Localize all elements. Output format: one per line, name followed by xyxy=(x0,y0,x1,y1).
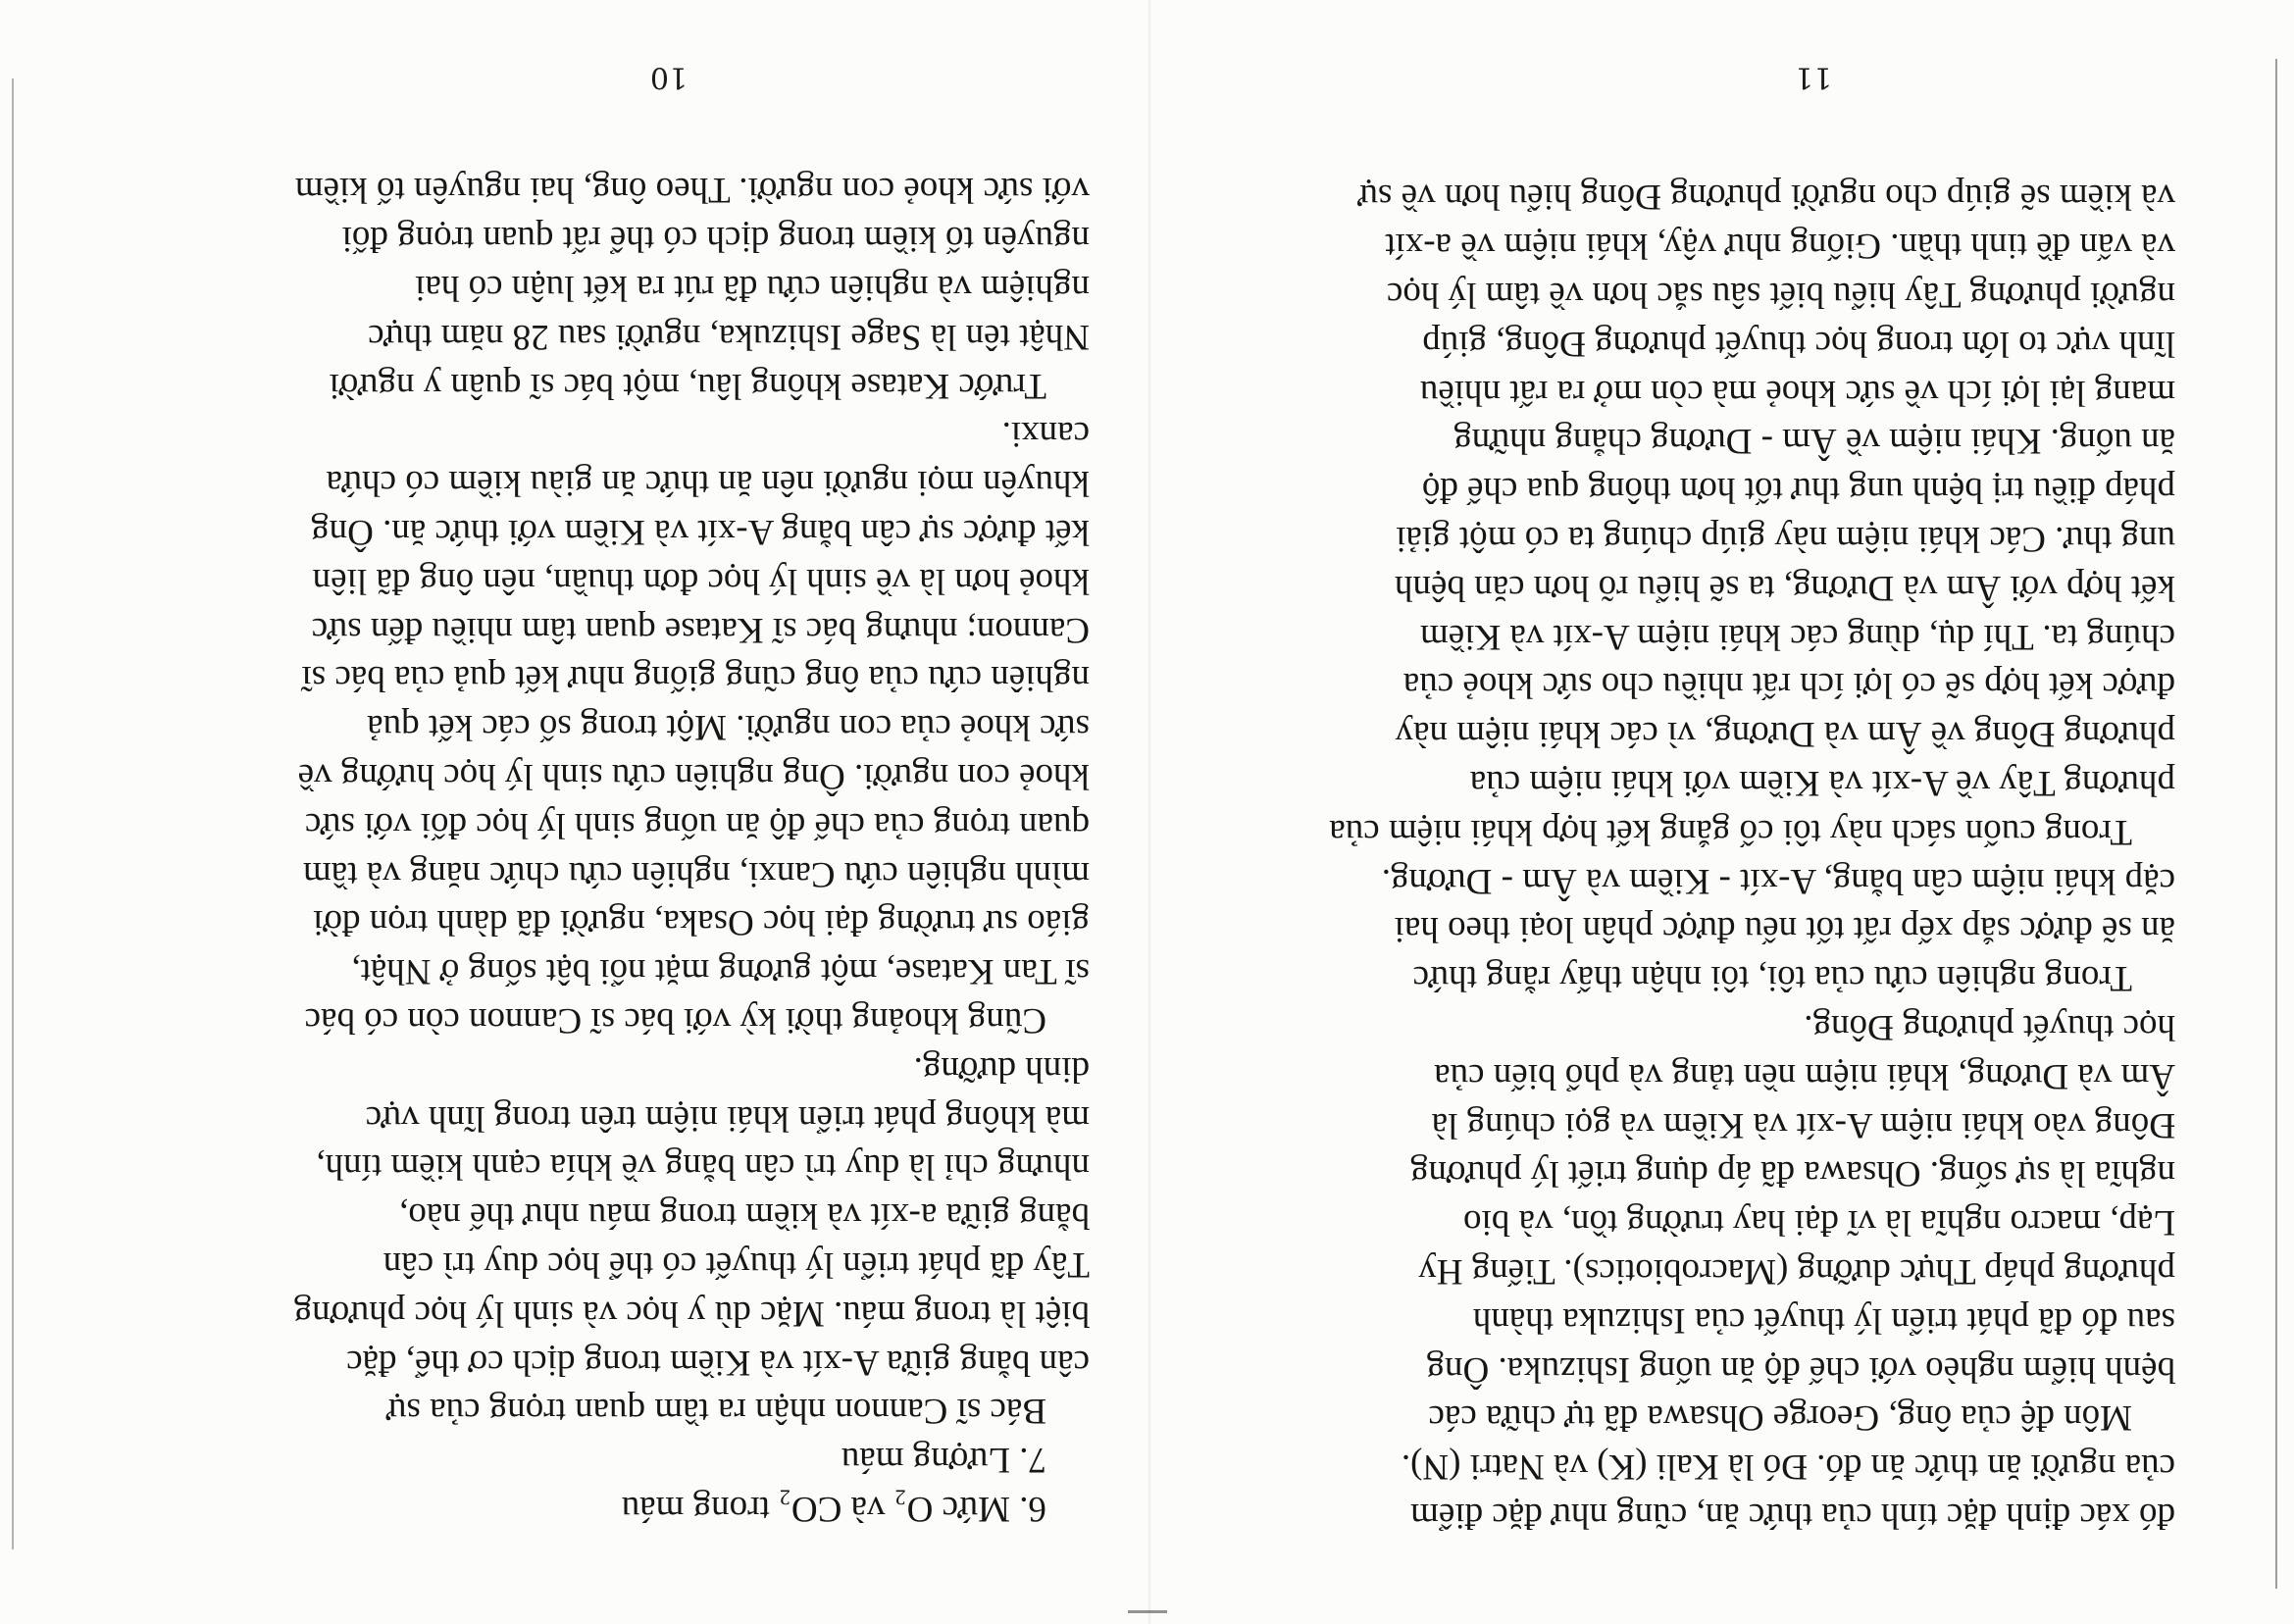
text-line: khoẻ hơn là về sinh lý học đơn thuần, nên ông đã liên xyxy=(312,560,1090,601)
text-line: nghiệm và nghiên cứu đã rút ra kết luận có hai xyxy=(415,268,1090,309)
page-number: 10 xyxy=(649,60,688,94)
text-line: biệt là trong máu. Mặc dù y học và sinh lý học phương xyxy=(293,1293,1090,1334)
text-line: người phương Tây hiểu biết sâu sắc hơn về tâm lý học xyxy=(1386,275,2175,316)
text-line: kết hợp với Âm và Dương, ta sẽ hiểu rõ hơn căn bệnh xyxy=(1394,567,2175,608)
text-line: nhưng chỉ là duy trì cân bằng về khía cạnh kiềm tính, xyxy=(316,1146,1090,1188)
text-line: mà không phát triển khái niệm trên trong lĩnh vực xyxy=(365,1097,1090,1139)
text-line: phương pháp Thực dưỡng (Macrobiotics). Tiếng Hy xyxy=(1418,1251,2175,1293)
text-line: của người ăn thức ăn đó. Đó là Kali (K) và Natri (N). xyxy=(1401,1446,2175,1488)
text-line: được kết hợp sẽ có lợi ích rất nhiều cho sức khoẻ của xyxy=(1402,665,2175,706)
page-left xyxy=(1147,0,2294,1624)
text-line: Môn đệ của ông, George Ohsawa đã tự chữa các xyxy=(1428,1397,2132,1439)
text-line: phương Tây về A-xít và Kiềm với khái niệm của xyxy=(1469,763,2175,804)
text-line: Bác sĩ Cannon nhận ra tầm quan trọng của sự xyxy=(386,1391,1046,1432)
page-right-text xyxy=(199,166,1090,1533)
text-line: ăn uống. Khái niệm về Âm - Dương chẳng những xyxy=(1453,421,2175,462)
text-line: Trước Katase không lâu, một bác sĩ quân y người xyxy=(329,365,1046,406)
text-line: quan trọng của chế độ ăn uống sinh lý học đối với sức xyxy=(304,804,1090,845)
text-line: cặp khái niệm cân bằng, A-xít - Kiềm và Âm - Dương. xyxy=(1381,860,2175,901)
text-line: mang lại lợi ích về sức khoẻ mà còn mở ra rất nhiều xyxy=(1419,372,2175,413)
text-line: 6. Mức O₂ và CO₂ trong máu xyxy=(621,1489,1046,1529)
text-line: nghĩa là sự sống. Ohsawa đã áp dụng triết lý phương xyxy=(1409,1153,2175,1194)
text-line: Tây đã phát triển lý thuyết có thể học duy trì cân xyxy=(382,1244,1090,1286)
text-line: Âm và Dương, khái niệm nền tảng và phổ biến của xyxy=(1434,1055,2175,1096)
text-line: Cannon; nhưng bác sĩ Katase quan tâm nhiều đến sức xyxy=(311,609,1090,650)
text-line: và vấn đề tinh thần. Giống như vậy, khái niệm về a-xít xyxy=(1385,226,2175,267)
text-line: với sức khoẻ con người. Theo ông, hai nguyên tố kiềm xyxy=(294,170,1090,211)
page-number: 11 xyxy=(1794,60,1833,94)
text-line: Lạp, macro nghĩa là vĩ đại hay trường tồn, và bio xyxy=(1463,1202,2175,1243)
text-line: Cũng khoảng thời kỳ với bác sĩ Cannon còn có bác xyxy=(304,1000,1046,1041)
text-line: học thuyết phương Đông. xyxy=(1804,1007,2175,1048)
text-line: bằng giữa a-xít và kiềm trong máu như thế nào, xyxy=(399,1195,1090,1237)
text-line: 7. Lượng máu xyxy=(841,1440,1046,1481)
text-line: Đông vào khái niệm A-xít và Kiềm và gọi chúng là xyxy=(1431,1104,2175,1145)
text-line: lĩnh vực to lớn trong học thuyết phương Đông, giúp xyxy=(1422,323,2175,364)
text-line: Trong cuốn sách này tôi cố gắng kết hợp khái niệm của xyxy=(1329,811,2132,852)
text-line: sĩ Tan Katase, một gương mặt nổi bật sống ở Nhật, xyxy=(351,951,1090,992)
text-line: chúng ta. Thí dụ, dùng các khái niệm A-xít và Kiềm xyxy=(1420,616,2175,657)
text-line: giáo sư trường đại học Osaka, người đã dành trọn đời xyxy=(313,902,1090,943)
text-line: kết được sự cân bằng A-xít và Kiềm với thức ăn. Ông xyxy=(311,512,1090,553)
text-line: nguyên tố kiềm trong dịch có thể rất quan trọng đối xyxy=(341,219,1090,260)
text-line: đó xác định đặc tính của thức ăn, cũng như đặc điểm xyxy=(1410,1496,2175,1536)
text-line: Nhật tên là Sage Ishizuka, người sau 28 năm thực xyxy=(368,316,1090,357)
text-line: khuyên mọi người nên ăn thức ăn giàu kiềm có chứa xyxy=(326,463,1090,504)
text-line: sau đó đã phát triển lý thuyết của Ishizuka thành xyxy=(1472,1299,2175,1341)
text-line: Trong nghiên cứu của tôi, tôi nhận thấy rằng thức xyxy=(1412,958,2132,999)
text-line: canxi. xyxy=(1001,414,1090,455)
text-line: sức khoẻ của con người. Một trong số các kết quả xyxy=(367,707,1090,748)
text-line: bệnh hiểm nghèo với chế độ ăn uống Ishizuka. Ông xyxy=(1426,1348,2175,1390)
text-line: nghiên cứu của ông cũng giống như kết quả của bác sĩ xyxy=(301,658,1090,699)
text-line: phương Đông về Âm và Dương, vì các khái niệm này xyxy=(1395,714,2175,755)
text-line: ăn sẽ được sắp xếp rất tốt nếu được phân loại theo hai xyxy=(1394,909,2175,950)
text-line: ung thư. Các khái niệm này giúp chúng ta có một giải xyxy=(1396,519,2175,560)
text-line: pháp điều trị bệnh ung thư tốt hơn thông qua chế độ xyxy=(1421,470,2175,511)
text-line: và kiềm sẽ giúp cho người phương Đông hiểu hơn về sự xyxy=(1357,177,2175,218)
page-left-text xyxy=(1307,173,2175,1540)
text-line: dinh dưỡng. xyxy=(913,1048,1090,1090)
text-line: cân bằng giữa A-xít và Kiềm trong dịch cơ thể, đặc xyxy=(346,1342,1090,1383)
text-line: mình nghiên cứu Canxi, nghiên cứu chức năng và tầm xyxy=(302,853,1090,894)
text-line: khoẻ con người. Ông nghiên cứu sinh lý học hướng về xyxy=(297,756,1090,797)
